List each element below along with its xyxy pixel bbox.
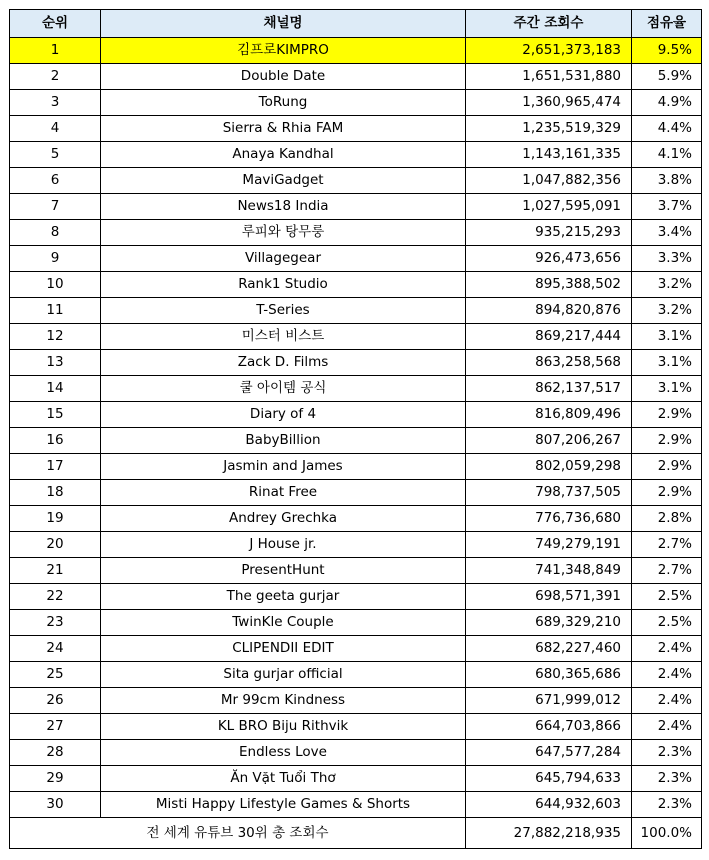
- channel-cell: Ăn Vặt Tuổi Thơ: [101, 766, 466, 792]
- channel-cell: News18 India: [101, 194, 466, 220]
- share-cell: 5.9%: [632, 64, 702, 90]
- views-cell: 816,809,496: [466, 402, 632, 428]
- views-cell: 680,365,686: [466, 662, 632, 688]
- channel-cell: TwinKle Couple: [101, 610, 466, 636]
- share-cell: 3.1%: [632, 376, 702, 402]
- rank-cell: 25: [10, 662, 101, 688]
- channel-cell: BabyBillion: [101, 428, 466, 454]
- table-row: [10, 38, 702, 64]
- share-cell: 2.7%: [632, 532, 702, 558]
- views-cell: 1,143,161,335: [466, 142, 632, 168]
- rank-cell: 16: [10, 428, 101, 454]
- views-cell: 682,227,460: [466, 636, 632, 662]
- views-cell: 689,329,210: [466, 610, 632, 636]
- rank-cell: 13: [10, 350, 101, 376]
- rank-cell: 26: [10, 688, 101, 714]
- rank-cell: 6: [10, 168, 101, 194]
- table-row: [10, 558, 702, 584]
- table-row: [10, 64, 702, 90]
- rank-cell: 9: [10, 246, 101, 272]
- table-row: [10, 90, 702, 116]
- table-row: [10, 220, 702, 246]
- channel-cell: T-Series: [101, 298, 466, 324]
- views-cell: 926,473,656: [466, 246, 632, 272]
- share-cell: 4.9%: [632, 90, 702, 116]
- rank-cell: 1: [10, 38, 101, 64]
- views-cell: 802,059,298: [466, 454, 632, 480]
- rank-cell: 7: [10, 194, 101, 220]
- share-cell: 2.3%: [632, 792, 702, 818]
- views-cell: 895,388,502: [466, 272, 632, 298]
- rank-cell: 20: [10, 532, 101, 558]
- views-cell: 644,932,603: [466, 792, 632, 818]
- views-cell: 645,794,633: [466, 766, 632, 792]
- share-cell: 9.5%: [632, 38, 702, 64]
- views-cell: 776,736,680: [466, 506, 632, 532]
- table-row: [10, 142, 702, 168]
- share-cell: 2.4%: [632, 688, 702, 714]
- channel-cell: Mr 99cm Kindness: [101, 688, 466, 714]
- channel-cell: The geeta gurjar: [101, 584, 466, 610]
- header-channel: 채널명: [101, 10, 466, 38]
- share-cell: 3.2%: [632, 272, 702, 298]
- share-cell: 2.3%: [632, 740, 702, 766]
- share-cell: 2.3%: [632, 766, 702, 792]
- share-cell: 3.7%: [632, 194, 702, 220]
- channel-cell: ToRung: [101, 90, 466, 116]
- table-row: [10, 246, 702, 272]
- share-cell: 2.9%: [632, 428, 702, 454]
- share-cell: 3.4%: [632, 220, 702, 246]
- channel-cell: Rank1 Studio: [101, 272, 466, 298]
- table-row: [10, 298, 702, 324]
- views-cell: 671,999,012: [466, 688, 632, 714]
- views-cell: 698,571,391: [466, 584, 632, 610]
- table-row: [10, 610, 702, 636]
- header-rank: 순위: [10, 10, 101, 38]
- rank-cell: 3: [10, 90, 101, 116]
- table-row: [10, 740, 702, 766]
- views-cell: 1,651,531,880: [466, 64, 632, 90]
- rank-cell: 21: [10, 558, 101, 584]
- table-row: [10, 636, 702, 662]
- rank-cell: 14: [10, 376, 101, 402]
- rank-cell: 23: [10, 610, 101, 636]
- views-cell: 862,137,517: [466, 376, 632, 402]
- table-row: [10, 168, 702, 194]
- table-row: [10, 272, 702, 298]
- rank-cell: 15: [10, 402, 101, 428]
- channel-cell: Sita gurjar official: [101, 662, 466, 688]
- rank-cell: 24: [10, 636, 101, 662]
- rank-cell: 8: [10, 220, 101, 246]
- channel-cell: J House jr.: [101, 532, 466, 558]
- rank-cell: 4: [10, 116, 101, 142]
- views-cell: 894,820,876: [466, 298, 632, 324]
- channel-cell: Villagegear: [101, 246, 466, 272]
- table-row: [10, 350, 702, 376]
- views-cell: 749,279,191: [466, 532, 632, 558]
- share-cell: 2.8%: [632, 506, 702, 532]
- channel-cell: Zack D. Films: [101, 350, 466, 376]
- channel-cell: Endless Love: [101, 740, 466, 766]
- share-cell: 2.4%: [632, 714, 702, 740]
- channel-cell: 쿨 아이템 공식: [101, 376, 466, 402]
- channel-cell: 미스터 비스트: [101, 324, 466, 350]
- share-cell: 3.1%: [632, 350, 702, 376]
- share-cell: 2.9%: [632, 454, 702, 480]
- rank-cell: 22: [10, 584, 101, 610]
- table-row: [10, 688, 702, 714]
- header-views: 주간 조회수: [466, 10, 632, 38]
- share-cell: 4.1%: [632, 142, 702, 168]
- views-cell: 1,235,519,329: [466, 116, 632, 142]
- views-cell: 935,215,293: [466, 220, 632, 246]
- share-cell: 3.1%: [632, 324, 702, 350]
- channel-cell: Misti Happy Lifestyle Games & Shorts: [101, 792, 466, 818]
- rank-cell: 29: [10, 766, 101, 792]
- table-row: [10, 194, 702, 220]
- rank-cell: 10: [10, 272, 101, 298]
- share-cell: 2.5%: [632, 584, 702, 610]
- channel-cell: KL BRO Biju Rithvik: [101, 714, 466, 740]
- header-share: 점유율: [632, 10, 702, 38]
- channel-cell: CLIPENDII EDIT: [101, 636, 466, 662]
- share-cell: 3.2%: [632, 298, 702, 324]
- channel-cell: Diary of 4: [101, 402, 466, 428]
- share-cell: 3.3%: [632, 246, 702, 272]
- views-cell: 869,217,444: [466, 324, 632, 350]
- channel-cell: PresentHunt: [101, 558, 466, 584]
- rank-cell: 18: [10, 480, 101, 506]
- views-cell: 807,206,267: [466, 428, 632, 454]
- share-cell: 2.5%: [632, 610, 702, 636]
- rank-cell: 28: [10, 740, 101, 766]
- table-row: [10, 766, 702, 792]
- views-cell: 1,027,595,091: [466, 194, 632, 220]
- rank-cell: 5: [10, 142, 101, 168]
- views-cell: 863,258,568: [466, 350, 632, 376]
- share-cell: 2.4%: [632, 636, 702, 662]
- table-row: [10, 506, 702, 532]
- total-views: 27,882,218,935: [466, 818, 632, 849]
- views-cell: 741,348,849: [466, 558, 632, 584]
- views-cell: 2,651,373,183: [466, 38, 632, 64]
- rank-cell: 19: [10, 506, 101, 532]
- table-row: [10, 792, 702, 818]
- share-cell: 2.7%: [632, 558, 702, 584]
- share-cell: 2.9%: [632, 402, 702, 428]
- share-cell: 2.9%: [632, 480, 702, 506]
- table-row: [10, 662, 702, 688]
- table-row: [10, 116, 702, 142]
- table-row: [10, 584, 702, 610]
- table-row: [10, 532, 702, 558]
- table-row: [10, 714, 702, 740]
- table-row: [10, 376, 702, 402]
- rank-cell: 17: [10, 454, 101, 480]
- channel-cell: Double Date: [101, 64, 466, 90]
- channel-cell: Rinat Free: [101, 480, 466, 506]
- share-cell: 3.8%: [632, 168, 702, 194]
- views-cell: 647,577,284: [466, 740, 632, 766]
- channel-cell: 김프로KIMPRO: [101, 38, 466, 64]
- channel-cell: 루피와 탕무룽: [101, 220, 466, 246]
- channel-cell: MaviGadget: [101, 168, 466, 194]
- rank-cell: 27: [10, 714, 101, 740]
- channel-cell: Sierra & Rhia FAM: [101, 116, 466, 142]
- table-row: [10, 480, 702, 506]
- views-cell: 664,703,866: [466, 714, 632, 740]
- share-cell: 4.4%: [632, 116, 702, 142]
- total-share: 100.0%: [632, 818, 702, 849]
- header-row: [10, 10, 702, 38]
- rank-cell: 12: [10, 324, 101, 350]
- share-cell: 2.4%: [632, 662, 702, 688]
- table-row: [10, 428, 702, 454]
- channel-cell: Andrey Grechka: [101, 506, 466, 532]
- channel-cell: Anaya Kandhal: [101, 142, 466, 168]
- views-cell: 1,360,965,474: [466, 90, 632, 116]
- total-label: 전 세계 유튜브 30위 총 조회수: [10, 818, 466, 849]
- table-row: [10, 324, 702, 350]
- rank-cell: 11: [10, 298, 101, 324]
- total-row: [10, 818, 702, 849]
- channel-cell: Jasmin and James: [101, 454, 466, 480]
- ranking-table: [9, 9, 702, 849]
- table-row: [10, 402, 702, 428]
- rank-cell: 30: [10, 792, 101, 818]
- views-cell: 1,047,882,356: [466, 168, 632, 194]
- views-cell: 798,737,505: [466, 480, 632, 506]
- table-row: [10, 454, 702, 480]
- rank-cell: 2: [10, 64, 101, 90]
